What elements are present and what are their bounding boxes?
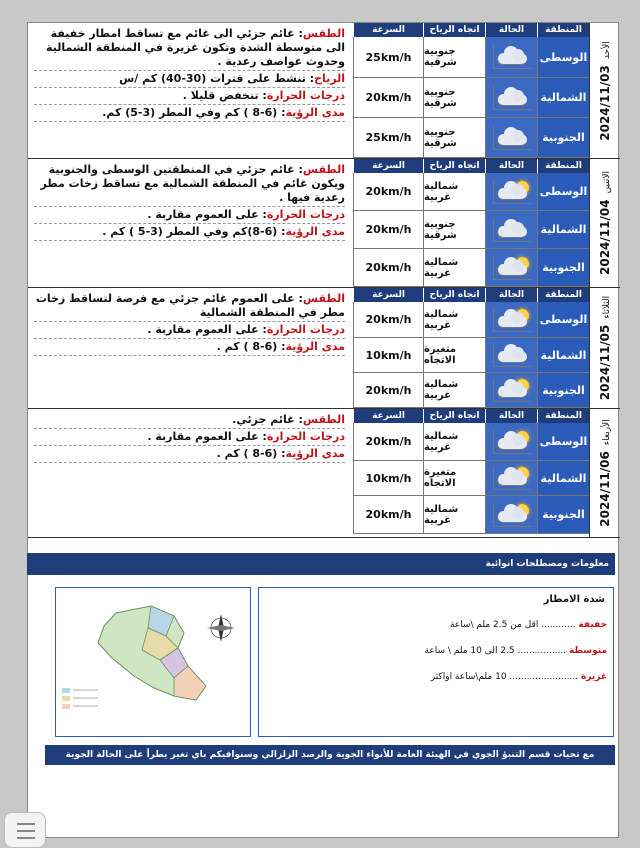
- day-block: [28, 409, 620, 537]
- iraq-map: [56, 588, 250, 736]
- table-row: الوسطى جنوبية شرقية 25km/h: [353, 37, 589, 78]
- table-row: الشمالية متغيرة الاتجاه 10km/h: [353, 461, 589, 496]
- table-row: الوسطى شمالية غربية 20km/h: [353, 173, 589, 211]
- day-block: [28, 23, 620, 158]
- table-header: المنطقة الحالة اتجاه الرياح السرعة: [353, 159, 589, 173]
- date-label: 2024/11/03الأحد: [598, 40, 612, 141]
- forecast-text: الطقس: غائم جزئي في المنطقتين الوسطى والجنوبية ويكون غائم في المنطقة الشمالية مع تساقط زخات مطر رعدية فيها . درجات الحرارة: على العموم مقاربة . مدى الرؤية: (6-8)كم وفي المطر (3-5 ) كم .: [34, 163, 345, 242]
- table-header: المنطقة الحالة اتجاه الرياح السرعة: [353, 23, 589, 37]
- date-cell: [589, 409, 620, 537]
- date-cell: [589, 288, 620, 408]
- map-legend: [62, 688, 98, 709]
- cloud-icon: [493, 86, 531, 110]
- day-block: [28, 288, 620, 408]
- date-label: 2024/11/06الأربعاء: [598, 419, 612, 527]
- sun-cloud-icon: [493, 256, 531, 280]
- table-row: الجنوبية شمالية غربية 20km/h: [353, 373, 589, 408]
- table-row: الشمالية متغيرة الاتجاه 10km/h: [353, 338, 589, 373]
- cloud-icon: [493, 343, 531, 367]
- day-block: [28, 159, 620, 287]
- intensity-row: متوسطة ................. 2.5 الى 10 ملم \ ساعة: [424, 646, 607, 656]
- forecast-text: الطقس: غائم جزئي. درجات الحرارة: على العموم مقاربة . مدى الرؤية: (6-8 ) كم .: [34, 413, 345, 464]
- cloud-icon: [493, 45, 531, 69]
- cloud-icon: [493, 126, 531, 150]
- map-panel: [55, 587, 251, 737]
- forecast-grid: [353, 23, 589, 158]
- cloud-icon: [493, 218, 531, 242]
- footer-bar: مع تحيات قسم التنبؤ الجوي في الهيئة العامة للأنواء الجوية والرصد الزلزالي وسنوافيكم باي تغير يطرأ على الحالة الجوية: [45, 745, 615, 765]
- menu-button[interactable]: [4, 812, 46, 848]
- forecast-grid: [353, 409, 589, 537]
- intensity-title: شدة الامطار: [543, 594, 605, 605]
- date-cell: [589, 23, 620, 158]
- table-row: الوسطى شمالية غربية 20km/h: [353, 302, 589, 338]
- table-row: الشمالية جنوبية شرقية 20km/h: [353, 78, 589, 118]
- date-label: 2024/11/05الثلاثاء: [598, 295, 612, 401]
- forecast-text: الطقس: غائم جزئي الى غائم مع تساقط امطار خفيفة الى متوسطة الشدة وتكون غزيرة في المنطقة الشمالية وحدوث عواصف رعدية . الرياح: تنشط على فترات (30-40) كم /س درجات الحرارة: تنخفض قليلا . مدى الرؤية: (6-8 ) كم وفي المطر (3-5) كم.: [34, 27, 345, 123]
- sun-cloud-icon: [493, 466, 531, 490]
- table-row: الجنوبية شمالية غربية 20km/h: [353, 249, 589, 287]
- table-row: الجنوبية جنوبية شرقية 25km/h: [353, 118, 589, 158]
- rain-intensity-panel: [258, 587, 614, 737]
- sun-cloud-icon: [493, 503, 531, 527]
- table-row: الجنوبية شمالية غربية 20km/h: [353, 496, 589, 534]
- intensity-row: خفيفة ............ اقل من 2.5 ملم \ساعة: [449, 620, 607, 630]
- compass-rose-icon: [207, 614, 235, 642]
- table-row: الوسطى شمالية غربية 20km/h: [353, 423, 589, 461]
- intensity-row: غزيرة ........................ 10 ملم\ساعة اواكثر: [430, 672, 607, 682]
- sun-cloud-icon: [493, 308, 531, 332]
- table-header: المنطقة الحالة اتجاه الرياح السرعة: [353, 409, 589, 423]
- table-row: الشمالية جنوبية شرقية 20km/h: [353, 211, 589, 249]
- forecast-grid: [353, 159, 589, 287]
- sun-cloud-icon: [493, 180, 531, 204]
- forecast-text: الطقس: على العموم غائم جزئي مع فرصة لتساقط زخات مطر في المنطقة الشمالية درجات الحرارة: على العموم مقاربة . مدى الرؤية: (6-8 ) كم .: [34, 292, 345, 357]
- sun-cloud-icon: [493, 378, 531, 402]
- date-label: 2024/11/04الاثنين: [598, 171, 612, 275]
- info-title-bar: معلومات ومصطلحات انوائية: [27, 553, 615, 575]
- date-cell: [589, 159, 620, 287]
- sun-cloud-icon: [493, 430, 531, 454]
- forecast-grid: [353, 288, 589, 408]
- table-header: المنطقة الحالة اتجاه الرياح السرعة: [353, 288, 589, 302]
